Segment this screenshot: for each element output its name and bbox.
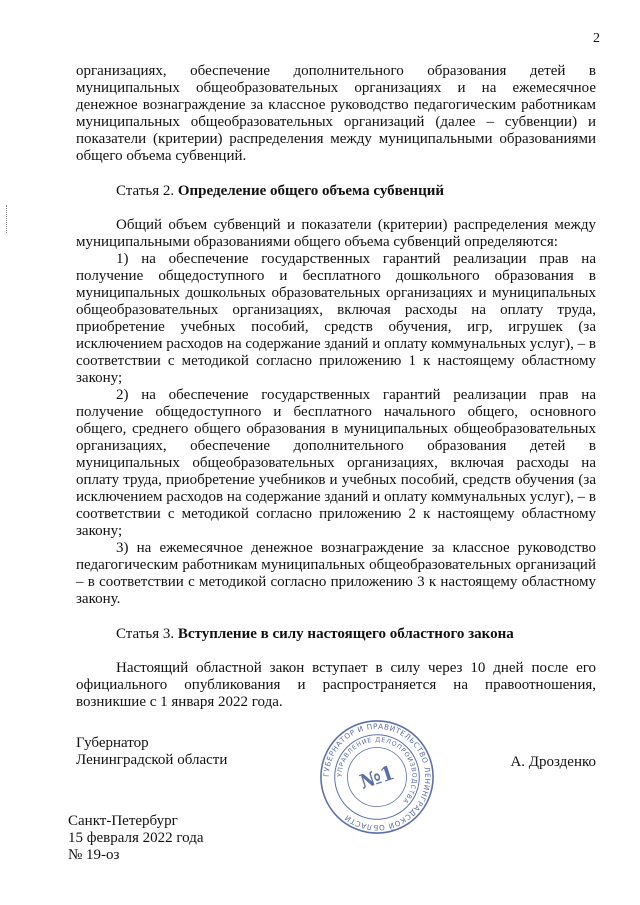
footer-date: 15 февраля 2022 года xyxy=(68,830,204,846)
official-seal-icon xyxy=(318,718,436,836)
margin-mark xyxy=(6,205,8,233)
article-3-text: Настоящий областной закон вступает в силу через 10 дней после его официального опубликования и распространяется на правоотношения, возникшие с 1 января 2022 года. xyxy=(76,660,596,710)
article-2-heading xyxy=(76,183,596,200)
article-3-title: Вступление в силу настоящего областного закона xyxy=(177,626,514,642)
document-footer xyxy=(68,813,204,864)
page-number: 2 xyxy=(593,31,600,46)
article-2-item-2: 2) на обеспечение государственных гарантий реализации прав на получение общедоступного и бесплатного начального общего, основного общего, среднего общего образования в муниципальных общеобразовательных организациях, обеспечение дополнительного образования детей в муниципальных общеобразовательных организациях, включая расходы на оплату труда, приобретение учебников и учебных пособий, средств обучения (за исключением расходов на содержание зданий и оплату коммунальных услуг), – в соответствии с методикой согласно приложению 2 к настоящему областному закону; xyxy=(76,387,596,539)
signer-position xyxy=(76,735,227,769)
document-body xyxy=(76,63,596,711)
article-2-title: Определение общего объема субвенций xyxy=(177,183,444,199)
article-2-label: Статья 2. xyxy=(116,183,175,199)
footer-city: Санкт-Петербург xyxy=(68,813,178,829)
footer-number: № 19-оз xyxy=(68,847,120,863)
article-3-heading xyxy=(76,626,596,643)
seal-inner-text: УПРАВЛЕНИЕ ДЕЛОПРОИЗВОДСТВА xyxy=(336,736,418,805)
article-2-item-1: 1) на обеспечение государственных гарантий реализации прав на получение общедоступного и бесплатного дошкольного образования в муниципальных дошкольных образовательных организациях и муниципальных общеобразовательных организациях, включая расходы на оплату труда, приобретение учебных пособий, средств обучения, игр, игрушек (за исключением расходов на содержание зданий и оплату коммунальных услуг), – в соответствии с методикой согласно приложению 1 к настоящему областному закону; xyxy=(76,251,596,386)
seal-outer-text: ГУБЕРНАТОР И ПРАВИТЕЛЬСТВО ЛЕНИНГРАДСКОЙ ОБЛАСТИ xyxy=(321,721,433,833)
article-2-lead: Общий объем субвенций и показатели (критерии) распределения между муниципальными образованиями общего объема субвенций определяются: xyxy=(76,217,596,250)
article-3-label: Статья 3. xyxy=(116,626,175,642)
seal-number: №1 xyxy=(356,761,398,794)
signer-position-line-2: Ленинградской области xyxy=(76,752,228,768)
signer-name: А. Дрозденко xyxy=(510,754,596,770)
signer-position-line-1: Губернатор xyxy=(76,735,149,751)
intro-paragraph: организациях, обеспечение дополнительного образования детей в муниципальных общеобразовательных организациях и на ежемесячное денежное вознаграждение за классное руководство педагогическим работникам муниципальных общеобразовательных организаций (далее – субвенции) и показатели (критерии) распределения между муниципальными образованиями общего объема субвенций. xyxy=(76,63,596,164)
article-2-item-3: 3) на ежемесячное денежное вознаграждение за классное руководство педагогическим работникам муниципальных общеобразовательных организаций – в соответствии с методикой согласно приложению 3 к настоящему областному закону. xyxy=(76,540,596,607)
